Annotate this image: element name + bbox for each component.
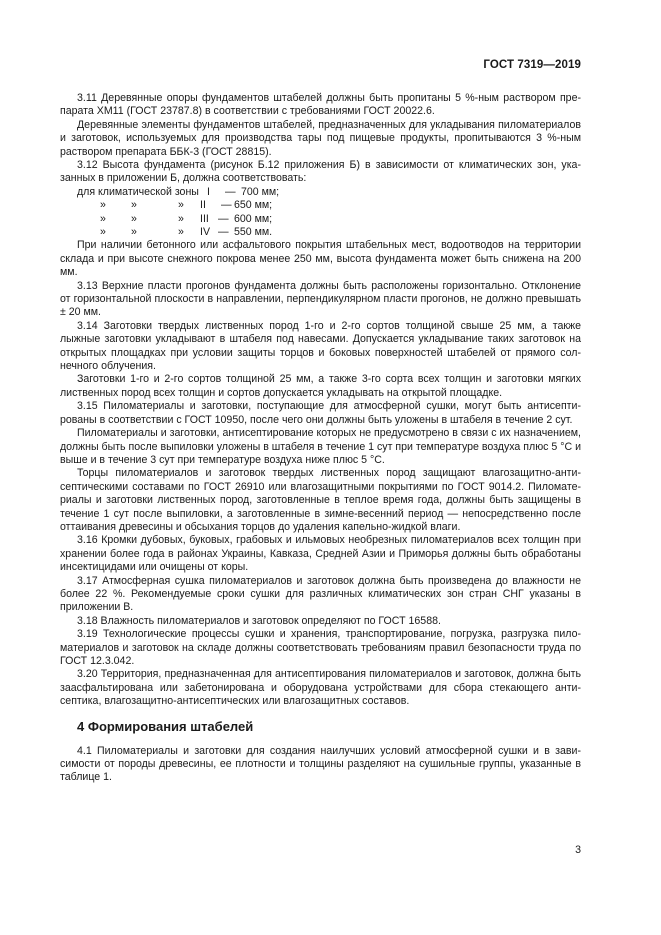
section-heading: 4 Формирования штабелей bbox=[77, 718, 254, 734]
paragraph: 4.1 Пиломатериалы и заготовки для создания наилучших условий атмосферной сушки и в зависимости от породы древесины, ее плотности и толщины разделяют на сушильные группы, указанные в таблице 1. bbox=[60, 744, 581, 784]
paragraph: 3.14 Заготовки твердых лиственных пород 1-го и 2-го сортов толщиной свыше 25 мм, а также лыжные заготовки укладывают в штабеля под навесами. Допускается укладывание таких заготовок на открытых площадках при условии защиты торцов и боковых поверхностей штабелей от прямого солнечного облучения. bbox=[60, 319, 581, 373]
paragraph: 3.11 Деревянные опоры фундаментов штабелей должны быть пропитаны 5 %-ным раствором препарата ХМ11 (ГОСТ 23787.8) в соответствии с требованиями ГОСТ 20022.6. bbox=[60, 92, 581, 118]
paragraph: 3.17 Атмосферная сушка пиломатериалов и заготовок должна быть произведена до влажности не более 22 %. Рекомендуемые сроки сушки для различных климатических зон стран СНГ указаны в приложении В. bbox=[60, 574, 581, 614]
page-number: 3 bbox=[575, 844, 581, 856]
paragraph: Заготовки 1-го и 2-го сортов толщиной 25 мм, а также 3-го сорта всех толщин и заготовки мягких лиственных пород всех толщин и сортов допускается укладывать на открытой площадке. bbox=[60, 373, 581, 399]
paragraph: 3.12 Высота фундамента (рисунок Б.12 приложения Б) в зависимости от климатических зон, указанных в приложении Б, должна соответствовать: bbox=[60, 159, 581, 185]
zone-number: I bbox=[207, 185, 210, 198]
zone-number: IV bbox=[200, 226, 211, 239]
dash: — bbox=[218, 226, 229, 239]
paragraph: 3.20 Территория, предназначенная для антисептирования пиломатериалов и заготовок, должна быть заасфальтирована или забетонирована и оборудована устройствами для сбора стекающего антисептика, влагозащитно-антисептических или влагозащитных составов. bbox=[60, 668, 581, 708]
paragraph: Деревянные элементы фундаментов штабелей, предназначенных для укладывания пиломатериалов и заготовок, используемых для производства тары под пищевые продукты, пропитываются 3 %-ным раствором препарата ББК-3 (ГОСТ 28815). bbox=[60, 118, 581, 158]
climate-zone-list bbox=[60, 186, 581, 240]
paragraph: 3.13 Верхние пласти прогонов фундамента должны быть расположены горизонтально. Отклонение от горизонтальной плоскости в направлении, перпендикулярном пласти прогонов, не должно превышать ± 20 мм. bbox=[60, 279, 581, 319]
height-value: 600 мм; bbox=[234, 212, 273, 225]
standard-header: ГОСТ 7319—2019 bbox=[483, 59, 581, 71]
height-value: 650 мм; bbox=[234, 199, 273, 212]
ditto-mark: » bbox=[100, 199, 106, 212]
ditto-mark: » bbox=[131, 212, 137, 225]
height-value: 550 мм. bbox=[234, 226, 273, 239]
zone-number: III bbox=[200, 212, 209, 225]
paragraph: 3.19 Технологические процессы сушки и хранения, транспортирование, погрузка, разгрузка пиломатериалов и заготовок на складе должны соответствовать требованиям правил безопасности труда по ГОСТ 12.3.042. bbox=[60, 628, 581, 667]
climate-row bbox=[60, 213, 581, 226]
paragraph: 3.18 Влажность пиломатериалов и заготовок определяют по ГОСТ 16588. bbox=[77, 614, 441, 627]
paragraph: 3.15 Пиломатериалы и заготовки, поступающие для атмосферной сушки, могут быть антисептированы в соответствии с ГОСТ 10950, после чего они должны быть уложены в штабеля в течение 2 сут. bbox=[60, 400, 581, 426]
paragraph: Торцы пиломатериалов и заготовок твердых лиственных пород защищают влагозащитно-антисептическими составами по ГОСТ 26910 или влагозащитными покрытиями по ГОСТ 9014.2. Пиломатериалы и заготовки лиственных пород, заготовленные в теплое время года, должны быть защищены в течение 1 сут после выпиловки, а заготовленные в зимне-весенний период — непосредственно после оттаивания древесины и обсыхания торцов до удаления капельно-жидкой влаги. bbox=[60, 467, 581, 533]
ditto-mark: » bbox=[131, 199, 137, 212]
ditto-mark: » bbox=[178, 226, 184, 239]
paragraph: 3.16 Кромки дубовых, буковых, грабовых и ильмовых необрезных пиломатериалов всех толщин при хранении более года в районах Украины, Кавказа, Средней Азии и Приморья должны быть обработаны инсектицидами или очищены от коры. bbox=[60, 534, 581, 574]
dash: — bbox=[218, 212, 229, 225]
dash: — bbox=[225, 185, 236, 198]
paragraph: Пиломатериалы и заготовки, антисептирование которых не предусмотрено в связи с их назначением, должны быть после выпиловки уложены в штабеля в течение 1 сут при температуре воздуха плюс 5 °С и выше и в течение 3 сут при температуре воздуха ниже плюс 5 °С. bbox=[60, 427, 581, 466]
climate-row bbox=[60, 186, 581, 199]
ditto-mark: » bbox=[100, 226, 106, 239]
climate-label: для климатической зоны bbox=[77, 185, 199, 198]
dash: — bbox=[221, 199, 232, 212]
ditto-mark: » bbox=[178, 199, 184, 212]
body-text bbox=[60, 92, 581, 785]
ditto-mark: » bbox=[131, 226, 137, 239]
ditto-mark: » bbox=[178, 212, 184, 225]
zone-number: II bbox=[200, 199, 206, 212]
height-value: 700 мм; bbox=[241, 185, 280, 198]
paragraph: При наличии бетонного или асфальтового покрытия штабельных мест, водоотводов на территории склада и при высоте снежного покрова менее 250 мм, высота фундамента может быть снижена на 200 мм. bbox=[60, 239, 581, 279]
climate-row bbox=[60, 226, 581, 239]
climate-row bbox=[60, 199, 581, 212]
ditto-mark: » bbox=[100, 212, 106, 225]
